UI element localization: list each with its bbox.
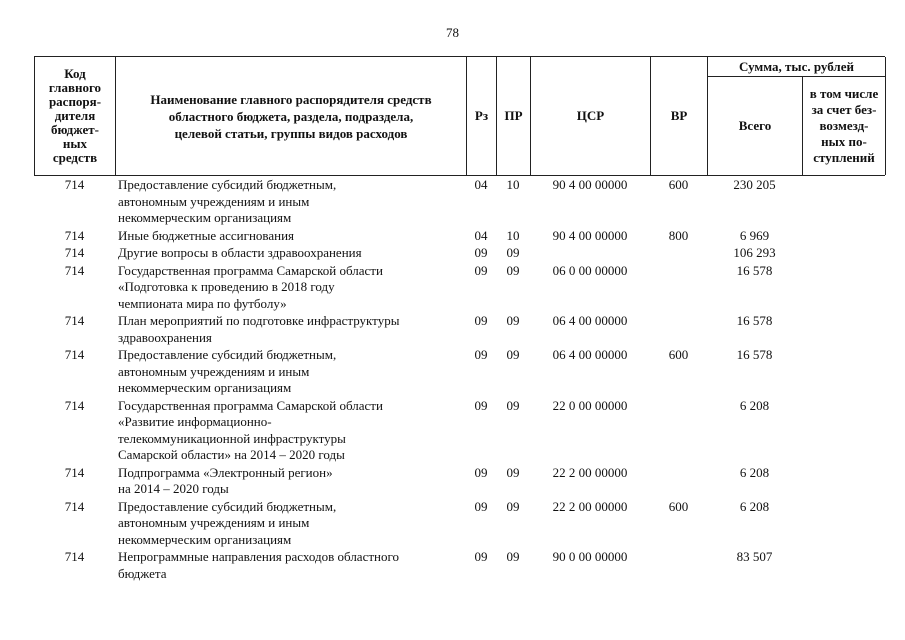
- header-code-line: бюджет-: [50, 122, 99, 137]
- cell-name-line: здравоохранения: [118, 329, 212, 345]
- cell-total: 6 208: [739, 464, 770, 480]
- cell-free: [802, 263, 885, 313]
- header-pr: ПР: [504, 108, 523, 123]
- cell-name: [115, 245, 466, 262]
- header-code-line: распоря-: [48, 94, 102, 109]
- header-rz: Рз: [474, 108, 489, 123]
- cell-name: [115, 465, 466, 498]
- cell-total: 83 507: [736, 549, 773, 564]
- cell-name-line: автономным учреждениям и иным: [118, 193, 310, 209]
- header-vr: ВР: [670, 108, 688, 123]
- header-free-line: ступлений: [813, 150, 875, 165]
- cell-vr: [650, 263, 707, 313]
- header-sum: Сумма, тыс. рублей: [739, 58, 854, 74]
- cell-code: 714: [64, 549, 85, 564]
- cell-pr: 09: [506, 549, 520, 564]
- cell-vr: 600: [668, 498, 689, 514]
- cell-name-line: Государственная программа Самарской области: [118, 262, 383, 278]
- table-row: [34, 499, 885, 549]
- cell-vr: [650, 398, 707, 464]
- cell-free: [802, 177, 885, 227]
- cell-name-line: Самарской области» на 2014 – 2020 годы: [118, 447, 345, 462]
- cell-free: [802, 465, 885, 498]
- table-row: [34, 245, 885, 262]
- header-free: [803, 77, 885, 175]
- cell-code: 714: [64, 177, 85, 192]
- cell-name-line: некоммерческим организациям: [118, 380, 292, 395]
- cell-rz: 09: [474, 313, 488, 328]
- cell-name: [115, 313, 466, 346]
- cell-name: [115, 177, 466, 227]
- cell-vr: [650, 245, 707, 262]
- cell-pr: 10: [506, 177, 520, 192]
- cell-csr: 06 4 00 00000: [552, 313, 628, 328]
- cell-free: [802, 245, 885, 262]
- header-csr: ЦСР: [576, 108, 605, 123]
- header-free-line: за счет без-: [811, 102, 877, 117]
- cell-code: 714: [64, 464, 85, 480]
- cell-total: 16 578: [736, 262, 773, 278]
- cell-rz: 09: [474, 347, 488, 362]
- cell-name-line: на 2014 – 2020 годы: [118, 481, 229, 496]
- cell-name-line: «Развитие информационно-: [118, 414, 272, 429]
- cell-vr: 600: [668, 177, 689, 192]
- cell-rz: 09: [474, 262, 488, 278]
- cell-total: 6 208: [739, 498, 770, 514]
- cell-name-line: Предоставление субсидий бюджетным,: [118, 498, 337, 514]
- header-free-line: в том числе: [809, 86, 879, 101]
- cell-name: [115, 499, 466, 549]
- header-border: [885, 57, 886, 175]
- cell-name-line: Непрограммные направления расходов областного: [118, 549, 399, 564]
- cell-rz: 04: [474, 177, 488, 192]
- table-row: [34, 398, 885, 464]
- cell-rz: 09: [474, 245, 488, 260]
- cell-total: 6 208: [739, 397, 770, 413]
- cell-name: [115, 398, 466, 464]
- header-name-line: Наименование главного распорядителя средств: [150, 91, 432, 107]
- header-free-line: возмезд-: [819, 118, 869, 133]
- cell-total: 16 578: [736, 347, 773, 362]
- cell-free: [802, 398, 885, 464]
- cell-pr: 09: [506, 245, 520, 260]
- cell-vr: 600: [668, 347, 689, 362]
- table-body: [34, 177, 885, 583]
- table-header: [34, 56, 885, 176]
- header-free-line: ных по-: [821, 134, 867, 149]
- cell-pr: 09: [506, 464, 520, 480]
- cell-free: [802, 499, 885, 549]
- cell-name-line: бюджета: [118, 565, 167, 581]
- cell-total: 230 205: [733, 177, 776, 192]
- table-row: [34, 549, 885, 582]
- cell-name-line: автономным учреждениям и иным: [118, 363, 310, 379]
- cell-csr: [530, 245, 650, 262]
- cell-name-line: некоммерческим организациям: [118, 210, 292, 225]
- cell-pr: 09: [506, 262, 520, 278]
- cell-name: [115, 263, 466, 313]
- cell-name-line: Предоставление субсидий бюджетным,: [118, 347, 337, 362]
- cell-free: [802, 313, 885, 346]
- cell-total: 6 969: [739, 227, 770, 243]
- cell-rz: 09: [474, 498, 488, 514]
- cell-name: [115, 549, 466, 582]
- cell-name-line: Предоставление субсидий бюджетным,: [118, 177, 337, 192]
- header-code-line: главного: [48, 80, 102, 95]
- cell-rz: 04: [474, 227, 488, 243]
- cell-pr: 09: [506, 397, 520, 413]
- cell-free: [802, 228, 885, 245]
- cell-name-line: Другие вопросы в области здравоохранения: [118, 245, 362, 260]
- header-name-line: целевой статьи, группы видов расходов: [174, 125, 408, 141]
- page-number: 78: [446, 25, 459, 40]
- table-row: [34, 465, 885, 498]
- cell-code: 714: [64, 245, 85, 260]
- header-code-line: Код: [64, 66, 86, 81]
- cell-code: 714: [64, 313, 85, 328]
- cell-code: 714: [64, 262, 85, 278]
- cell-name-line: «Подготовка к проведению в 2018 году: [118, 279, 335, 294]
- cell-pr: 09: [506, 347, 520, 362]
- cell-csr: 22 2 00 00000: [552, 498, 628, 514]
- cell-free: [802, 347, 885, 397]
- header-code-line: ных: [62, 136, 88, 151]
- cell-code: 714: [64, 347, 85, 362]
- cell-total: 16 578: [736, 313, 773, 328]
- header-total: Всего: [738, 118, 772, 133]
- cell-total: 106 293: [733, 245, 776, 260]
- cell-free: [802, 549, 885, 582]
- header-code-line: средств: [52, 150, 98, 165]
- cell-rz: 09: [474, 464, 488, 480]
- table-row: [34, 177, 885, 227]
- header-name-line: областного бюджета, раздела, подраздела,: [168, 108, 414, 124]
- cell-code: 714: [64, 498, 85, 514]
- cell-name-line: Иные бюджетные ассигнования: [118, 227, 295, 243]
- cell-code: 714: [64, 397, 85, 413]
- cell-rz: 09: [474, 397, 488, 413]
- cell-vr: 800: [668, 227, 689, 243]
- cell-pr: 10: [506, 227, 520, 243]
- header-code: [35, 57, 115, 175]
- cell-name-line: телекоммуникационной инфраструктуры: [118, 430, 346, 446]
- cell-csr: 22 0 00 00000: [552, 397, 628, 413]
- cell-code: 714: [64, 227, 85, 243]
- cell-name: [115, 228, 466, 245]
- cell-pr: 09: [506, 313, 520, 328]
- cell-csr: 06 4 00 00000: [552, 347, 628, 362]
- header-code-line: дителя: [54, 108, 96, 123]
- cell-name-line: некоммерческим организациям: [118, 531, 292, 547]
- cell-name-line: Государственная программа Самарской области: [118, 397, 383, 413]
- cell-csr: 90 4 00 00000: [552, 177, 628, 192]
- header-name: [116, 57, 466, 175]
- table-row: [34, 347, 885, 397]
- cell-pr: 09: [506, 498, 520, 514]
- cell-csr: 90 0 00 00000: [552, 549, 628, 564]
- cell-csr: 06 0 00 00000: [552, 262, 628, 278]
- table-row: [34, 313, 885, 346]
- cell-name: [115, 347, 466, 397]
- cell-rz: 09: [474, 549, 488, 564]
- cell-vr: [650, 549, 707, 582]
- cell-csr: 22 2 00 00000: [552, 464, 628, 480]
- cell-name-line: План мероприятий по подготовке инфраструктуры: [118, 313, 400, 328]
- cell-name-line: чемпионата мира по футболу»: [118, 295, 287, 311]
- cell-csr: 90 4 00 00000: [552, 227, 628, 243]
- cell-vr: [650, 465, 707, 498]
- cell-name-line: Подпрограмма «Электронный регион»: [118, 464, 333, 480]
- table-row: [34, 228, 885, 245]
- cell-vr: [650, 313, 707, 346]
- cell-name-line: автономным учреждениям и иным: [118, 515, 310, 530]
- table-row: [34, 263, 885, 313]
